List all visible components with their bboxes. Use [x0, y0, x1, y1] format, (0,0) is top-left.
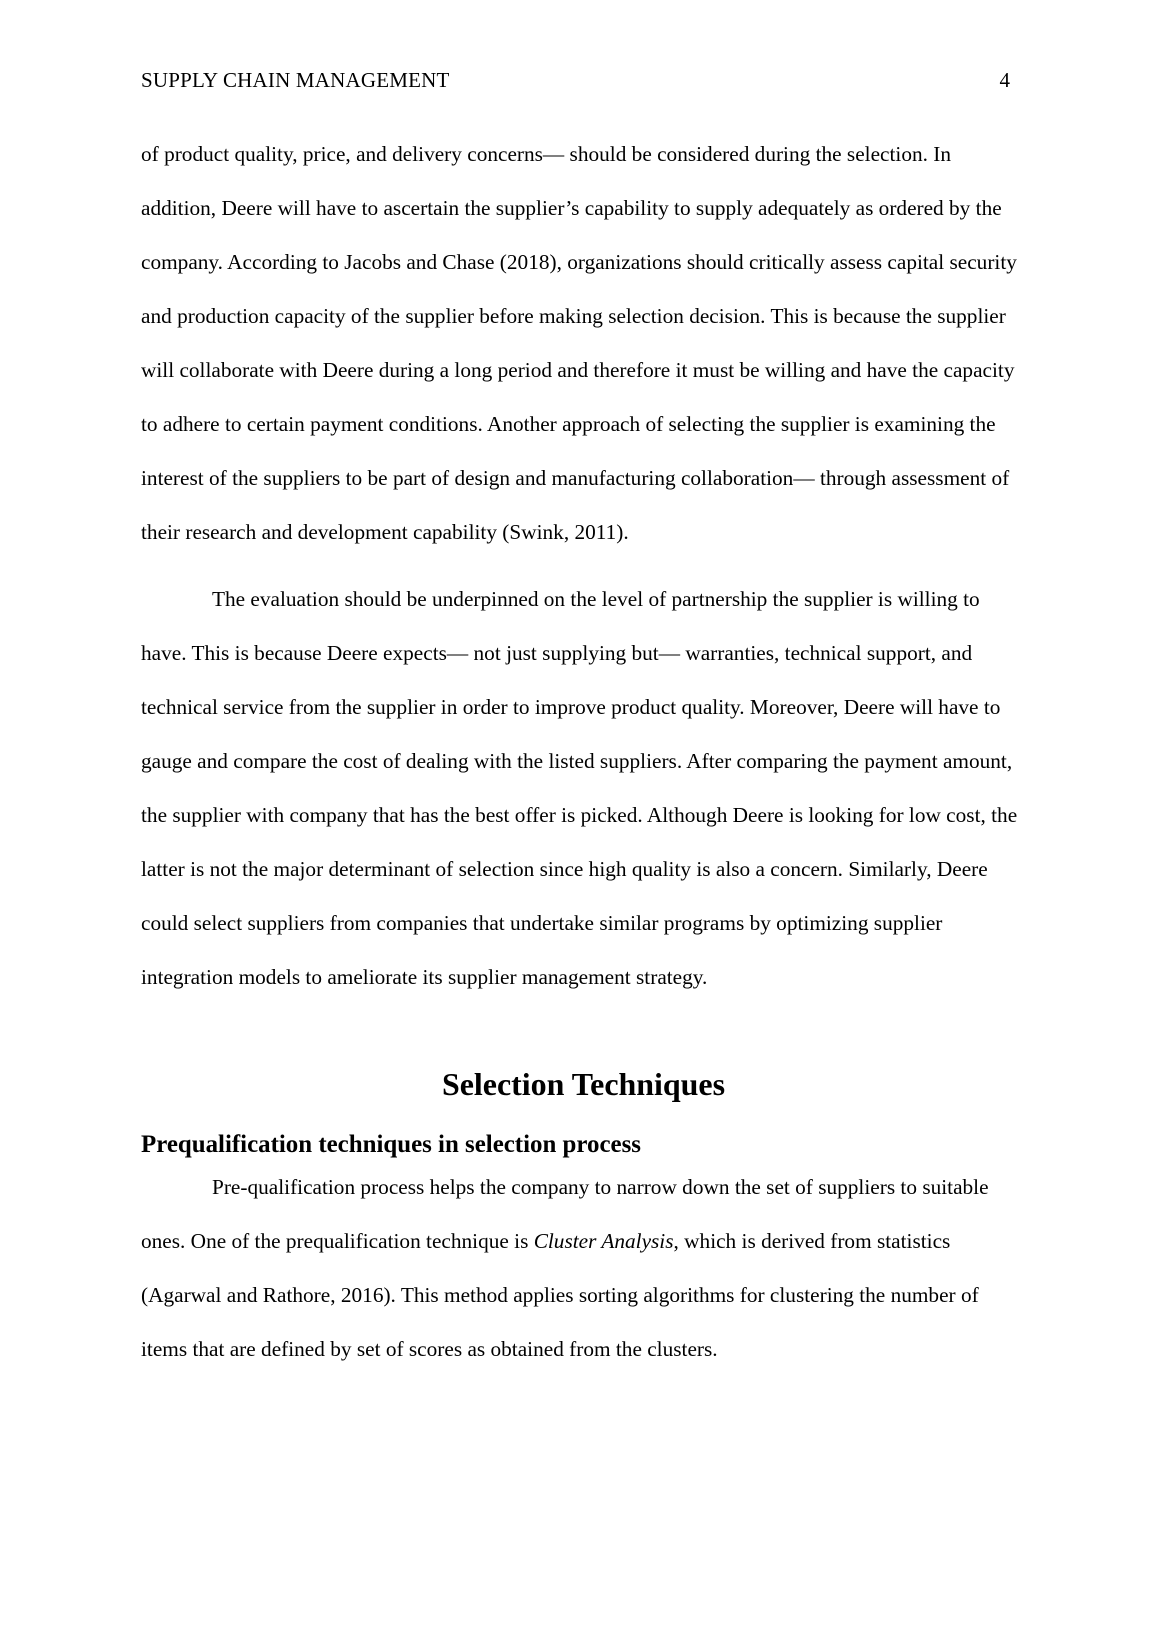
document-body	[141, 127, 1026, 1376]
paragraph-text-start: Pre-qualification process helps the company to narrow down the set of suppliers to suitable ones. One of the prequalification technique is	[141, 1175, 989, 1253]
section-heading: Selection Techniques	[441, 1067, 726, 1102]
page-number: 4	[999, 68, 1010, 92]
paragraph-continuation: of product quality, price, and delivery concerns— should be considered during the selection. In addition, Deere will have to ascertain the supplier’s capability to supply adequately as ordered by the company. According to Jacobs and Chase (2018), organizations should critically assess capital security and production capacity of the supplier before making selection decision. This is because the supplier will collaborate with Deere during a long period and therefore it must be willing and have the capacity to adhere to certain payment conditions. Another approach of selecting the supplier is examining the interest of the suppliers to be part of design and manufacturing collaboration— through assessment of their research and development capability (Swink, 2011).	[141, 142, 1017, 544]
paragraph-prequalification	[141, 1160, 1026, 1376]
cluster-analysis-term: Cluster Analysis	[533, 1229, 674, 1253]
subsection-heading: Prequalification techniques in selection process	[141, 1131, 641, 1158]
paragraph-text-end: , which is derived from statistics (Agarwal and Rathore, 2016). This method applies sorting algorithms for clustering the number of items that are defined by set of scores as obtained from the clusters.	[141, 1229, 979, 1361]
paragraph-evaluation: The evaluation should be underpinned on the level of partnership the supplier is willing to have. This is because Deere expects— not just supplying but— warranties, technical support, and technical service from the supplier in order to improve product quality. Moreover, Deere will have to gauge and compare the cost of dealing with the listed suppliers. After comparing the payment amount, the supplier with company that has the best offer is picked. Although Deere is looking for low cost, the latter is not the major determinant of selection since high quality is also a concern. Similarly, Deere could select suppliers from companies that undertake similar programs by optimizing supplier integration models to ameliorate its supplier management strategy.	[141, 587, 1018, 989]
running-head: SUPPLY CHAIN MANAGEMENT	[141, 68, 450, 92]
